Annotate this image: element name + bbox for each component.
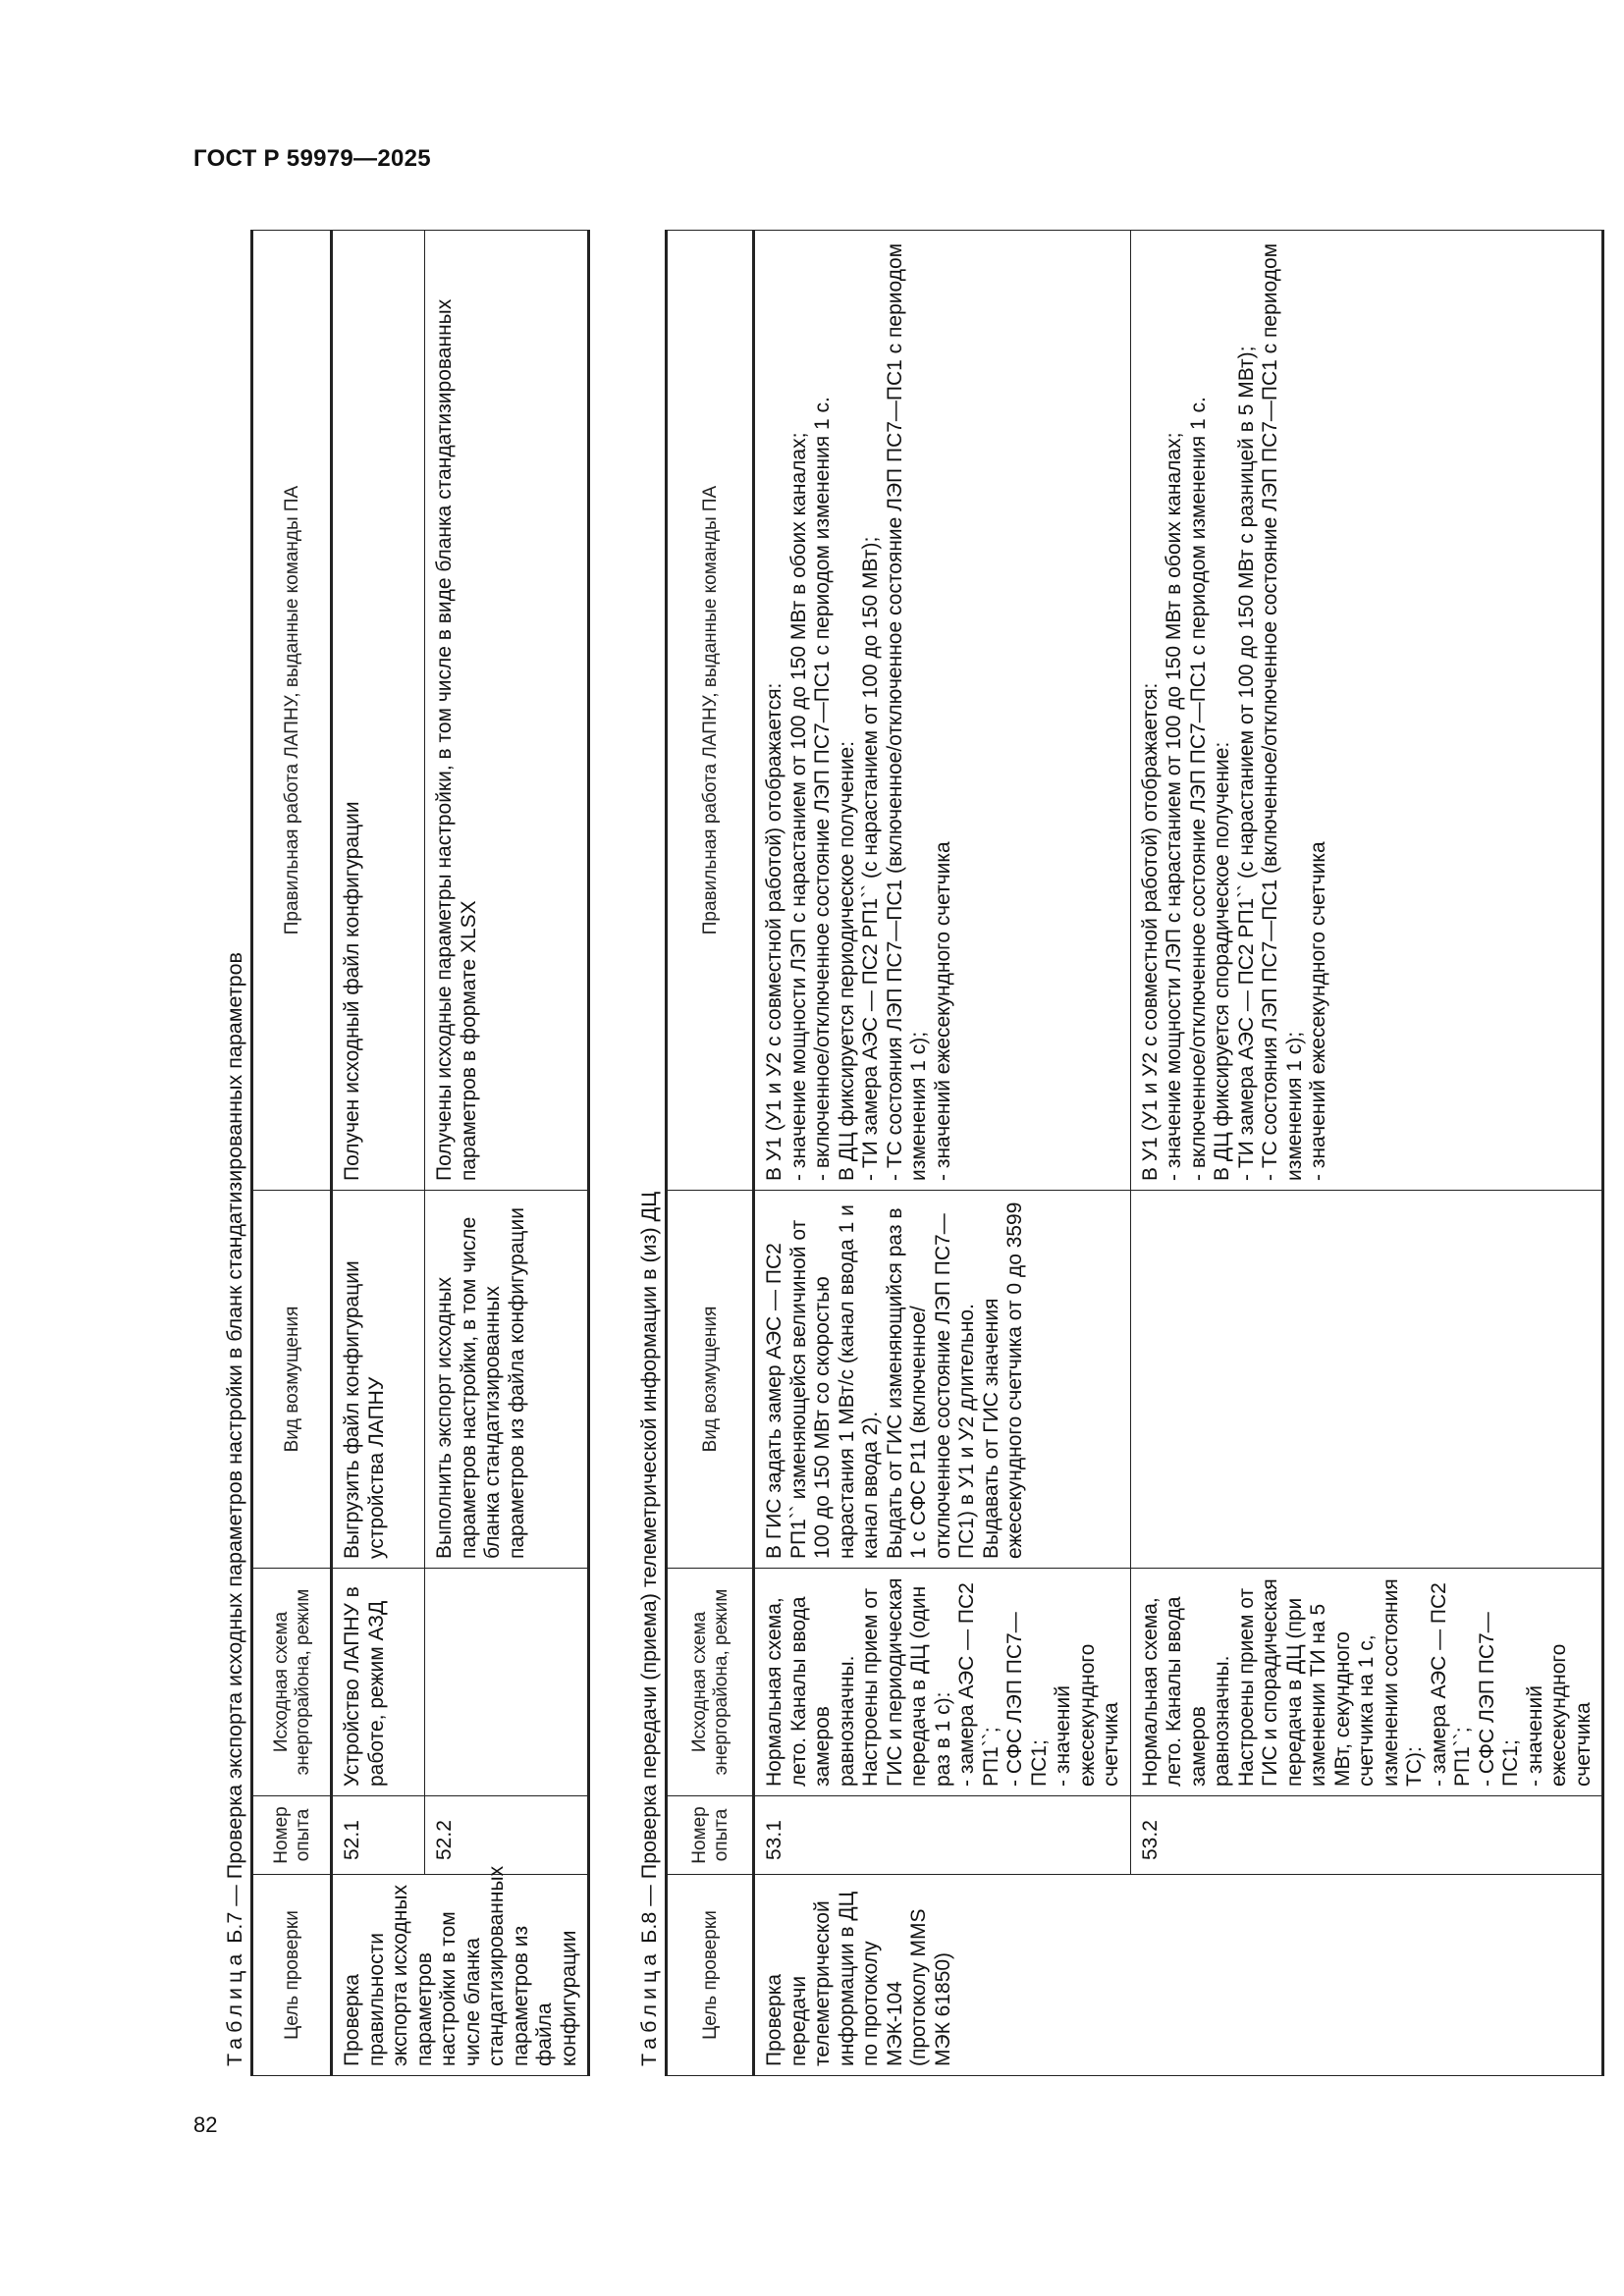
rotated-page-content: [221, 226, 1595, 2076]
table7-row2-disturbance: Выполнить экспорт исходных параметров настройки, в том числе бланка стандатизированных параметров из файла конфигурации: [425, 1191, 589, 1569]
cell-line: - включенное/отключенное состояние ЛЭП ПС7—ПС1 с периодом изменения 1 с.: [811, 397, 834, 1181]
table8-label: Таблица: [637, 1949, 661, 2066]
cell-line: - значений ежесекундного счетчика: [1523, 1643, 1595, 1787]
table-row: [754, 231, 1131, 2076]
cell-line: В ДЦ фиксируется периодическое получение:: [835, 740, 858, 1181]
table7-header-num: Номер опыта: [252, 1796, 332, 1875]
cell-line: - СФС ЛЭП ПС7—ПС1;: [1003, 1612, 1051, 1787]
table8-header-row: [667, 231, 754, 2076]
table8-row2-result: [1130, 231, 1603, 1191]
table7-row2-scheme: [425, 1569, 589, 1796]
table7-row1-scheme: Устройство ЛАПНУ в работе, режим АЗД: [332, 1569, 425, 1796]
cell-line: - замера АЭС — ПС2 РП1``;: [1427, 1582, 1474, 1787]
cell-line: В У1 (У1 и У2 с совместной работой) отображается:: [1138, 682, 1162, 1181]
cell-line: В ДЦ фиксируется спорадическое получение:: [1211, 741, 1233, 1181]
table-row: [425, 231, 589, 2076]
table8-row2-scheme: [1130, 1569, 1603, 1796]
document-header: ГОСТ Р 59979—2025: [193, 145, 431, 172]
cell-line: В У1 (У1 и У2 с совместной работой) отображается:: [763, 682, 785, 1181]
table7-caption: [221, 226, 250, 2076]
table8-caption: [635, 226, 665, 2076]
table-row: [332, 231, 425, 2076]
cell-line: Нормальная схема, лето. Каналы ввода замеров равнозначны. Настроены прием от ГИС и спорадическая передача в ДЦ (при изменении ТИ на 5 МВт, секундного счетчика на 1 с, изменении состояния ТС):: [1138, 1578, 1426, 1787]
table8-header-result: Правильная работа ЛАПНУ, выданные команды ПА: [667, 231, 754, 1191]
cell-line: - ТИ замера АЭС — ПС2 РП1`` (с нарастанием от 100 до 150 МВт с разницей в 5 МВт);: [1234, 346, 1258, 1181]
table8-row1-disturbance: [754, 1191, 1131, 1569]
table8-row2-disturbance: [1130, 1191, 1603, 1569]
cell-line: - ТС состояния ЛЭП ПС7—ПС1 (включенное/отключенное состояние ЛЭП ПС7—ПС1 с периодом изменения 1 с);: [1259, 242, 1306, 1181]
table7-row1-result: Получен исходный файл конфигурации: [332, 231, 425, 1191]
table7-row2-num: 52.2: [425, 1796, 589, 1875]
table8-row1-scheme: [754, 1569, 1131, 1796]
table8-header-goal: Цель проверки: [667, 1875, 754, 2076]
table-row: [1130, 231, 1603, 2076]
page-number: 82: [193, 2112, 218, 2137]
cell-line: - значений ежесекундного счетчика: [1307, 841, 1329, 1181]
cell-line: - значений ежесекундного счетчика: [931, 841, 954, 1181]
cell-line: В ГИС задать замер АЭС — ПС2 РП1`` изменяющейся величиной от 100 до 150 МВт со скоростью нарастания 1 МВт/с (канал ввода 1 и канал ввода 2).: [763, 1204, 882, 1559]
table7-header-scheme: Исходная схема энергорайона, режим: [252, 1569, 332, 1796]
table7-header-row: [252, 231, 332, 2076]
table7-header-goal: Цель проверки: [252, 1875, 332, 2076]
cell-line: Выдать от ГИС изменяющийся раз в 1 с СФС Р11 (включенное/отключенное состояние ЛЭП ПС7—ПС1) в У1 и У2 длительно.: [883, 1207, 978, 1559]
cell-line: - замера АЭС — ПС2 РП1``;: [955, 1582, 1002, 1787]
table8-row1-result: [754, 231, 1131, 1191]
table7-row1-disturbance: Выгрузить файл конфигурации устройства ЛАПНУ: [332, 1191, 425, 1569]
table7-row1-num: 52.1: [332, 1796, 425, 1875]
cell-line: - включенное/отключенное состояние ЛЭП ПС7—ПС1 с периодом изменения 1 с.: [1186, 397, 1210, 1181]
table8-header-disturbance: Вид возмущения: [667, 1191, 754, 1569]
cell-line: - ТС состояния ЛЭП ПС7—ПС1 (включенное/отключенное состояние ЛЭП ПС7—ПС1 с периодом изменения 1 с);: [883, 242, 930, 1181]
table8-caption-text: Б.8 — Проверка передачи (приема) телеметрической информации в (из) ДЦ: [637, 1191, 661, 1949]
cell-line: - значение мощности ЛЭП с нарастанием от 100 до 150 МВт в обоих каналах;: [786, 432, 810, 1181]
table8-header-num: Номер опыта: [667, 1796, 754, 1875]
table8-goal: Проверка передачи телеметрической информации в ДЦ по протоколу МЭК-104 (протоколу MMS МЭК 61850): [754, 1875, 1603, 2076]
cell-line: Нормальная схема, лето. Каналы ввода замеров равнозначны. Настроены прием от ГИС и периодическая передача в ДЦ (один раз в 1 с):: [763, 1577, 954, 1787]
table8-row1-num: 53.1: [754, 1796, 1131, 1875]
table7-label: Таблица: [223, 1949, 246, 2066]
table7: [250, 230, 590, 2076]
table7-row2-result: Получены исходные параметры настройки, в том числе в виде бланка стандатизированных параметров в формате XLSX: [425, 231, 589, 1191]
table7-header-result: Правильная работа ЛАПНУ, выданные команды ПА: [252, 231, 332, 1191]
table7-goal: Проверка правильности экспорта исходных параметров настройки в том числе бланка стандатизированных параметров из файла конфигурации: [332, 1875, 589, 2076]
cell-line: - ТИ замера АЭС — ПС2 РП1`` (с нарастанием от 100 до 150 МВт);: [859, 536, 882, 1181]
table8: [665, 230, 1604, 2076]
table7-caption-text: Б.7 — Проверка экспорта исходных параметров настройки в бланк стандатизированных параметров: [223, 952, 246, 1949]
table8-row2-num: 53.2: [1130, 1796, 1603, 1875]
cell-line: Выдавать от ГИС значения ежесекундного счетчика от 0 до 3599: [979, 1201, 1026, 1559]
cell-line: - СФС ЛЭП ПС7—ПС1;: [1475, 1612, 1522, 1787]
table7-header-disturbance: Вид возмущения: [252, 1191, 332, 1569]
table8-header-scheme: Исходная схема энергорайона, режим: [667, 1569, 754, 1796]
cell-line: - значение мощности ЛЭП с нарастанием от 100 до 150 МВт в обоих каналах;: [1163, 432, 1185, 1181]
cell-line: - значений ежесекундного счетчика: [1052, 1643, 1122, 1787]
